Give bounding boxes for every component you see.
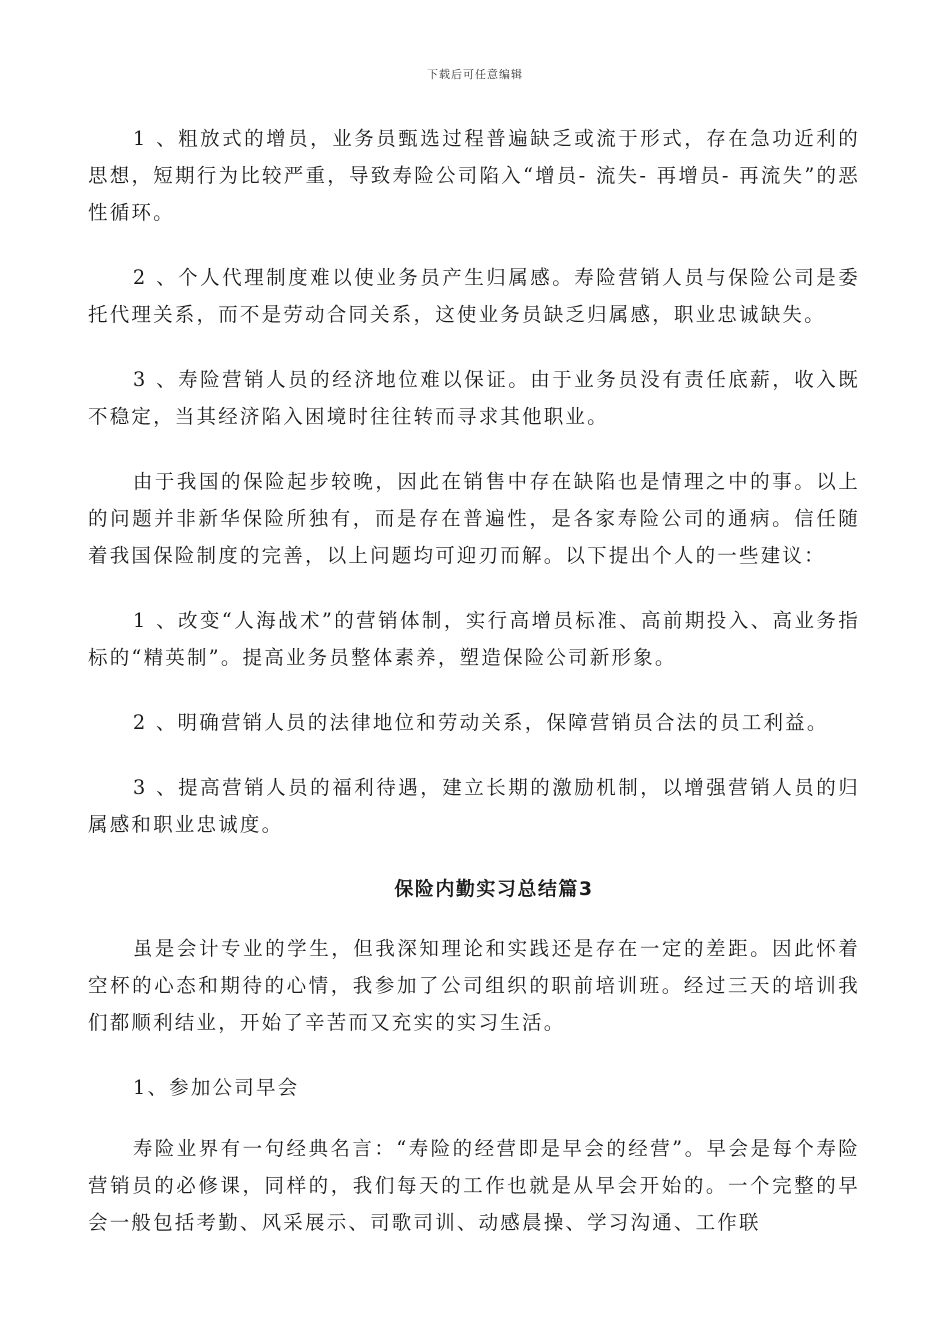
paragraph-subheading: 1、参加公司早会: [132, 1076, 300, 1099]
paragraph-point-2: 2 、个人代理制度难以使业务员产生归属感。寿险营销人员与保险公司是委托代理关系，而不是劳动合同关系，这使业务员缺乏归属感，职业忠诚缺失。: [88, 266, 860, 326]
section-title: 保险内勤实习总结篇3: [394, 878, 594, 900]
paragraph-point-1: 1 、粗放式的增员，业务员甄选过程普遍缺乏或流于形式，存在急功近利的思想，短期行为比较严重，导致寿险公司陷入“增员- 流失- 再增员- 再流失”的恶性循环。: [88, 127, 860, 224]
paragraph-intro: 虽是会计专业的学生，但我深知理论和实践还是存在一定的差距。因此怀着空杯的心态和期待的心情，我参加了公司组织的职前培训班。经过三天的培训我们都顺利结业，开始了辛苦而又充实的实习生活。: [88, 937, 860, 1034]
paragraph-suggestion-3: 3 、提高营销人员的福利待遇，建立长期的激励机制，以增强营销人员的归属感和职业忠诚度。: [88, 776, 860, 836]
paragraph-suggestion-2: 2 、明确营销人员的法律地位和劳动关系，保障营销员合法的员工利益。: [132, 711, 829, 734]
document-body: [88, 120, 860, 1269]
paragraph-morning-meeting: 寿险业界有一句经典名言：“寿险的经营即是早会的经营”。早会是每个寿险营销员的必修课，同样的，我们每天的工作也就是从早会开始的。一个完整的早会一般包括考勤、风采展示、司歌司训、动感晨操、学习沟通、工作联: [88, 1137, 860, 1234]
page-header-note: 下载后可任意编辑: [427, 68, 523, 81]
paragraph-point-3: 3 、寿险营销人员的经济地位难以保证。由于业务员没有责任底薪，收入既不稳定，当其经济陷入困境时往往转而寻求其他职业。: [88, 368, 860, 428]
paragraph-suggestion-1: 1 、改变“人海战术”的营销体制，实行高增员标准、高前期投入、高业务指标的“精英制”。提高业务员整体素养，塑造保险公司新形象。: [88, 609, 860, 669]
paragraph-summary: 由于我国的保险起步较晚，因此在销售中存在缺陷也是情理之中的事。以上的问题并非新华保险所独有，而是存在普遍性，是各家寿险公司的通病。信任随着我国保险制度的完善，以上问题均可迎刃而解。以下提出个人的一些建议：: [88, 470, 860, 567]
